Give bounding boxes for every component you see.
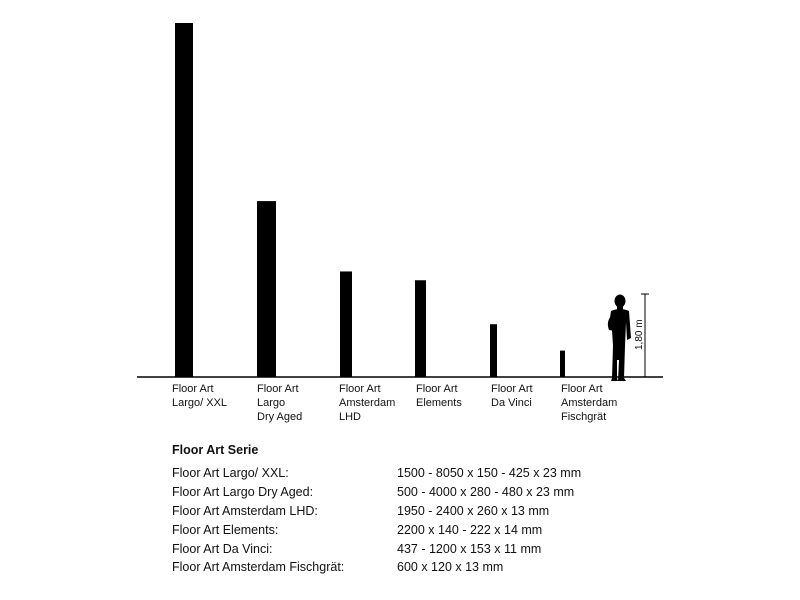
- category-label-line: Elements: [416, 397, 462, 409]
- table-row: [172, 483, 581, 502]
- product-dimensions: 2200 x 140 - 222 x 14 mm: [397, 522, 543, 537]
- category-label-line: Largo/ XXL: [172, 397, 228, 409]
- table-row: [172, 558, 581, 577]
- category-label-line: Dry Aged: [257, 411, 303, 423]
- product-dimensions: 500 - 4000 x 280 - 480 x 23 mm: [397, 485, 575, 500]
- bar-4: [415, 280, 426, 377]
- product-dimensions: 437 - 1200 x 153 x 11 mm: [397, 541, 542, 556]
- product-dimensions: 600 x 120 x 13 mm: [397, 560, 504, 575]
- bar-3: [340, 271, 352, 377]
- category-label-line: Fischgrät: [561, 411, 607, 423]
- table-row: [172, 539, 581, 558]
- product-name: Floor Art Da Vinci:: [172, 541, 273, 556]
- category-label-1: [172, 382, 262, 410]
- bar-2: [257, 201, 276, 377]
- table-row: [172, 464, 581, 483]
- bar-5: [490, 324, 497, 377]
- category-label-line: Floor Art: [416, 383, 458, 395]
- product-name: Floor Art Largo Dry Aged:: [172, 485, 314, 500]
- category-label-2: [257, 382, 347, 424]
- product-name: Floor Art Elements:: [172, 522, 279, 537]
- table-row: [172, 520, 581, 539]
- table-title: Floor Art Serie: [172, 443, 259, 457]
- product-name: Floor Art Amsterdam LHD:: [172, 503, 318, 518]
- height-scale-marker: [634, 294, 649, 377]
- category-label-line: Amsterdam: [561, 397, 618, 409]
- scale-label: 1,80 m: [634, 319, 645, 350]
- category-label-line: Floor Art: [257, 383, 299, 395]
- category-label-line: Largo: [257, 397, 286, 409]
- bar-1: [175, 23, 193, 377]
- table-row: [172, 502, 581, 521]
- category-label-line: Floor Art: [339, 383, 381, 395]
- bar-6: [560, 351, 565, 377]
- category-label-6: [561, 382, 651, 424]
- product-dimensions: 1950 - 2400 x 260 x 13 mm: [397, 503, 550, 518]
- product-name: Floor Art Largo/ XXL:: [172, 466, 289, 481]
- category-label-line: Amsterdam: [339, 397, 396, 409]
- product-name: Floor Art Amsterdam Fischgrät:: [172, 560, 345, 575]
- category-label-line: Floor Art: [491, 383, 533, 395]
- spec-table: [172, 464, 581, 577]
- person-silhouette-icon: [608, 295, 631, 382]
- category-label-line: Floor Art: [561, 383, 603, 395]
- category-label-line: Da Vinci: [491, 397, 532, 409]
- category-label-line: LHD: [339, 411, 362, 423]
- product-dimensions: 1500 - 8050 x 150 - 425 x 23 mm: [397, 466, 582, 481]
- category-label-line: Floor Art: [172, 383, 214, 395]
